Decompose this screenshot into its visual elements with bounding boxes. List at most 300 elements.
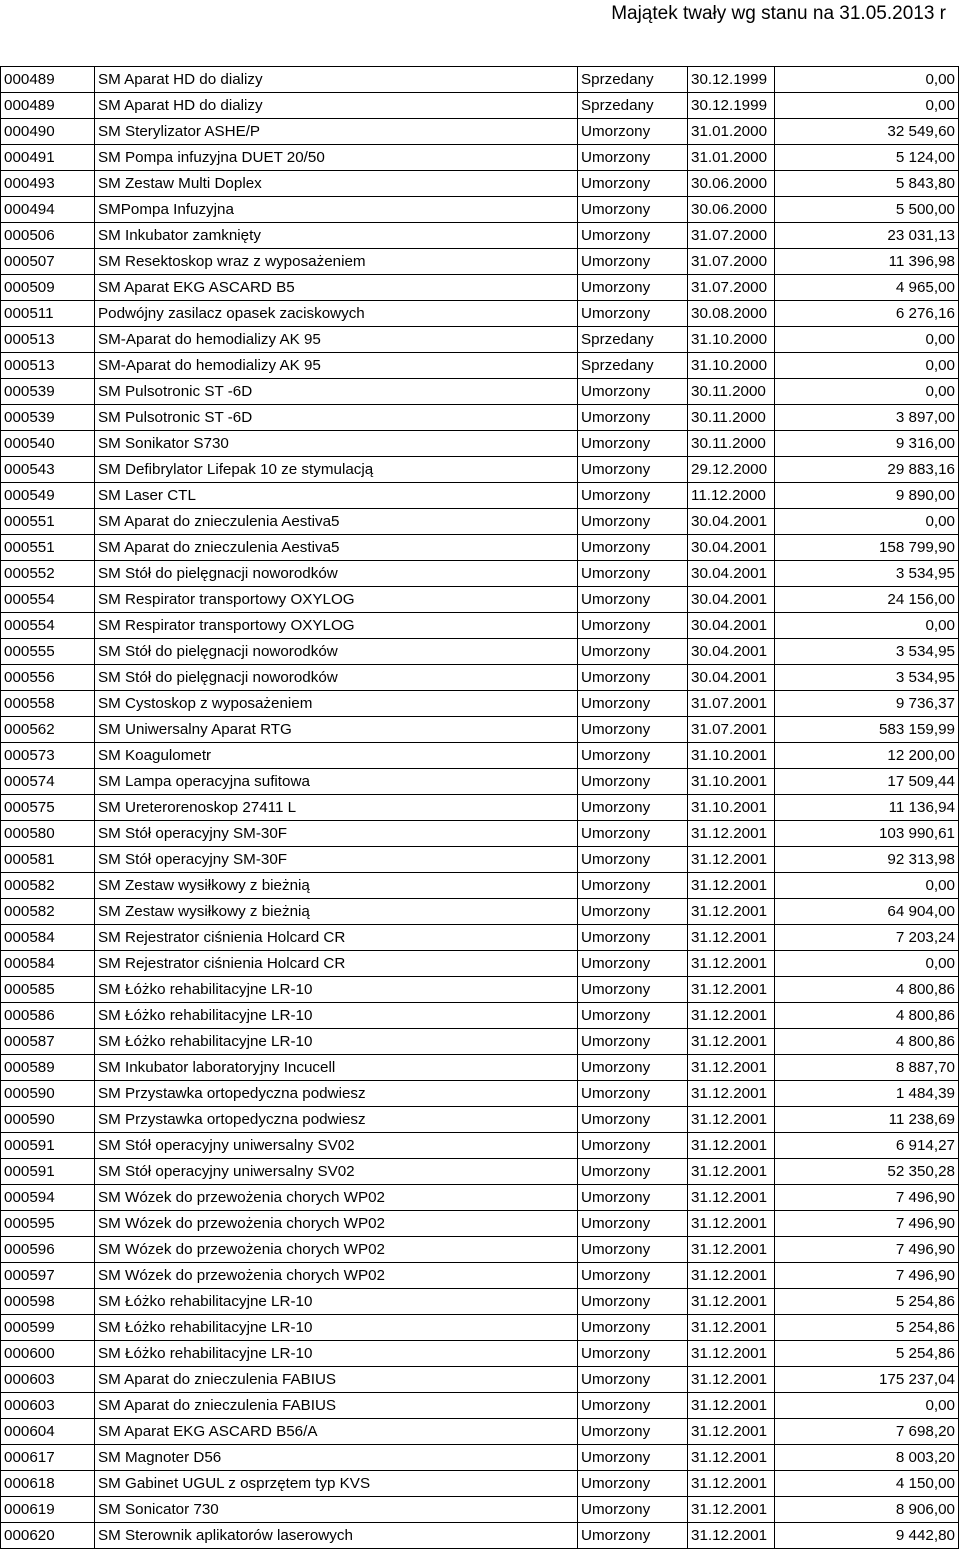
status-cell: Umorzony (578, 1107, 688, 1133)
asset-name-cell: SM Aparat do znieczulenia Aestiva5 (95, 509, 578, 535)
inventory-number-cell: 000491 (1, 145, 95, 171)
inventory-number-cell: 000586 (1, 1003, 95, 1029)
status-cell: Umorzony (578, 275, 688, 301)
asset-name-cell: SM Wózek do przewożenia chorych WP02 (95, 1185, 578, 1211)
inventory-number-cell: 000591 (1, 1133, 95, 1159)
asset-name-cell: SM Inkubator zamknięty (95, 223, 578, 249)
asset-name-cell: SM Aparat EKG ASCARD B56/A (95, 1419, 578, 1445)
value-cell: 1 484,39 (775, 1081, 959, 1107)
asset-name-cell: SM Aparat do znieczulenia Aestiva5 (95, 535, 578, 561)
table-row (1, 1211, 959, 1237)
value-cell: 5 124,00 (775, 145, 959, 171)
asset-table (0, 66, 959, 1549)
asset-name-cell: SM Stół do pielęgnacji noworodków (95, 639, 578, 665)
asset-name-cell: SM Sterylizator ASHE/P (95, 119, 578, 145)
table-row (1, 717, 959, 743)
inventory-number-cell: 000554 (1, 587, 95, 613)
value-cell: 7 496,90 (775, 1185, 959, 1211)
status-cell: Umorzony (578, 1471, 688, 1497)
status-cell: Umorzony (578, 1445, 688, 1471)
date-cell: 31.12.2001 (688, 1445, 775, 1471)
table-row (1, 145, 959, 171)
inventory-number-cell: 000603 (1, 1393, 95, 1419)
value-cell: 32 549,60 (775, 119, 959, 145)
value-cell: 0,00 (775, 1393, 959, 1419)
status-cell: Umorzony (578, 1523, 688, 1549)
value-cell: 23 031,13 (775, 223, 959, 249)
table-row (1, 1289, 959, 1315)
asset-name-cell: SM Koagulometr (95, 743, 578, 769)
asset-name-cell: SM Przystawka ortopedyczna podwiesz (95, 1107, 578, 1133)
inventory-number-cell: 000597 (1, 1263, 95, 1289)
asset-name-cell: SM Łóżko rehabilitacyjne LR-10 (95, 977, 578, 1003)
status-cell: Umorzony (578, 119, 688, 145)
asset-name-cell: SM Wózek do przewożenia chorych WP02 (95, 1263, 578, 1289)
value-cell: 4 800,86 (775, 1029, 959, 1055)
date-cell: 31.12.2001 (688, 977, 775, 1003)
asset-name-cell: SM Wózek do przewożenia chorych WP02 (95, 1237, 578, 1263)
value-cell: 8 887,70 (775, 1055, 959, 1081)
date-cell: 31.12.2001 (688, 1419, 775, 1445)
value-cell: 0,00 (775, 353, 959, 379)
table-row (1, 171, 959, 197)
value-cell: 4 800,86 (775, 977, 959, 1003)
page-title: Majątek twały wg stanu na 31.05.2013 r (611, 3, 946, 24)
table-row (1, 1471, 959, 1497)
value-cell: 17 509,44 (775, 769, 959, 795)
asset-name-cell: SM Inkubator laboratoryjny Incucell (95, 1055, 578, 1081)
table-row (1, 769, 959, 795)
inventory-number-cell: 000539 (1, 405, 95, 431)
status-cell: Umorzony (578, 769, 688, 795)
value-cell: 7 496,90 (775, 1237, 959, 1263)
date-cell: 30.04.2001 (688, 509, 775, 535)
date-cell: 31.12.2001 (688, 1341, 775, 1367)
date-cell: 30.04.2001 (688, 639, 775, 665)
status-cell: Umorzony (578, 1003, 688, 1029)
inventory-number-cell: 000600 (1, 1341, 95, 1367)
date-cell: 31.01.2000 (688, 119, 775, 145)
asset-name-cell: SM Stół operacyjny SM-30F (95, 821, 578, 847)
value-cell: 3 534,95 (775, 665, 959, 691)
inventory-number-cell: 000506 (1, 223, 95, 249)
status-cell: Umorzony (578, 795, 688, 821)
status-cell: Umorzony (578, 873, 688, 899)
value-cell: 9 316,00 (775, 431, 959, 457)
value-cell: 3 897,00 (775, 405, 959, 431)
value-cell: 7 496,90 (775, 1263, 959, 1289)
status-cell: Umorzony (578, 457, 688, 483)
asset-name-cell: SM-Aparat do hemodializy AK 95 (95, 353, 578, 379)
date-cell: 31.12.2001 (688, 1055, 775, 1081)
value-cell: 11 396,98 (775, 249, 959, 275)
inventory-number-cell: 000584 (1, 925, 95, 951)
value-cell: 5 254,86 (775, 1341, 959, 1367)
value-cell: 4 150,00 (775, 1471, 959, 1497)
value-cell: 11 238,69 (775, 1107, 959, 1133)
inventory-number-cell: 000591 (1, 1159, 95, 1185)
status-cell: Umorzony (578, 1211, 688, 1237)
status-cell: Umorzony (578, 925, 688, 951)
table-row (1, 977, 959, 1003)
status-cell: Umorzony (578, 1237, 688, 1263)
table-row (1, 691, 959, 717)
value-cell: 0,00 (775, 67, 959, 93)
inventory-number-cell: 000511 (1, 301, 95, 327)
date-cell: 30.11.2000 (688, 405, 775, 431)
status-cell: Umorzony (578, 197, 688, 223)
status-cell: Umorzony (578, 301, 688, 327)
table-row (1, 613, 959, 639)
inventory-number-cell: 000620 (1, 1523, 95, 1549)
value-cell: 4 800,86 (775, 1003, 959, 1029)
asset-name-cell: SM Ureterorenoskop 27411 L (95, 795, 578, 821)
date-cell: 31.12.2001 (688, 1133, 775, 1159)
status-cell: Umorzony (578, 1289, 688, 1315)
inventory-number-cell: 000556 (1, 665, 95, 691)
status-cell: Umorzony (578, 145, 688, 171)
table-row (1, 275, 959, 301)
table-row (1, 1237, 959, 1263)
inventory-number-cell: 000509 (1, 275, 95, 301)
asset-name-cell: SM Sonicator 730 (95, 1497, 578, 1523)
status-cell: Umorzony (578, 977, 688, 1003)
status-cell: Umorzony (578, 847, 688, 873)
value-cell: 0,00 (775, 379, 959, 405)
status-cell: Umorzony (578, 561, 688, 587)
date-cell: 30.12.1999 (688, 93, 775, 119)
table-row (1, 197, 959, 223)
asset-name-cell: SMPompa Infuzyjna (95, 197, 578, 223)
date-cell: 31.12.2001 (688, 1523, 775, 1549)
inventory-number-cell: 000543 (1, 457, 95, 483)
value-cell: 6 276,16 (775, 301, 959, 327)
inventory-number-cell: 000596 (1, 1237, 95, 1263)
inventory-number-cell: 000599 (1, 1315, 95, 1341)
date-cell: 31.12.2001 (688, 1315, 775, 1341)
asset-name-cell: SM Defibrylator Lifepak 10 ze stymulacją (95, 457, 578, 483)
table-row (1, 1081, 959, 1107)
status-cell: Umorzony (578, 1367, 688, 1393)
status-cell: Sprzedany (578, 353, 688, 379)
asset-name-cell: SM Pulsotronic ST -6D (95, 379, 578, 405)
asset-name-cell: SM Łóżko rehabilitacyjne LR-10 (95, 1315, 578, 1341)
table-row (1, 457, 959, 483)
status-cell: Umorzony (578, 1133, 688, 1159)
asset-name-cell: SM Łóżko rehabilitacyjne LR-10 (95, 1289, 578, 1315)
date-cell: 31.12.2001 (688, 873, 775, 899)
inventory-number-cell: 000585 (1, 977, 95, 1003)
date-cell: 31.10.2001 (688, 743, 775, 769)
date-cell: 31.12.2001 (688, 847, 775, 873)
table-row (1, 119, 959, 145)
status-cell: Umorzony (578, 639, 688, 665)
value-cell: 0,00 (775, 951, 959, 977)
inventory-number-cell: 000489 (1, 93, 95, 119)
date-cell: 31.12.2001 (688, 1497, 775, 1523)
asset-name-cell: SM Stół operacyjny uniwersalny SV02 (95, 1159, 578, 1185)
date-cell: 31.07.2001 (688, 717, 775, 743)
value-cell: 29 883,16 (775, 457, 959, 483)
table-row (1, 1185, 959, 1211)
status-cell: Umorzony (578, 743, 688, 769)
value-cell: 12 200,00 (775, 743, 959, 769)
asset-name-cell: SM Cystoskop z wyposażeniem (95, 691, 578, 717)
date-cell: 31.12.2001 (688, 1367, 775, 1393)
asset-name-cell: SM Sonikator S730 (95, 431, 578, 457)
value-cell: 5 254,86 (775, 1289, 959, 1315)
asset-name-cell: SM Łóżko rehabilitacyjne LR-10 (95, 1341, 578, 1367)
inventory-number-cell: 000575 (1, 795, 95, 821)
asset-name-cell: SM Stół operacyjny SM-30F (95, 847, 578, 873)
asset-name-cell: SM Pompa infuzyjna DUET 20/50 (95, 145, 578, 171)
status-cell: Umorzony (578, 223, 688, 249)
asset-name-cell: SM Zestaw wysiłkowy z bieżnią (95, 899, 578, 925)
date-cell: 31.12.2001 (688, 1471, 775, 1497)
date-cell: 31.12.2001 (688, 1211, 775, 1237)
value-cell: 9 442,80 (775, 1523, 959, 1549)
value-cell: 64 904,00 (775, 899, 959, 925)
value-cell: 583 159,99 (775, 717, 959, 743)
asset-name-cell: SM Łóżko rehabilitacyjne LR-10 (95, 1029, 578, 1055)
inventory-number-cell: 000580 (1, 821, 95, 847)
table-row (1, 67, 959, 93)
date-cell: 31.01.2000 (688, 145, 775, 171)
table-row (1, 899, 959, 925)
status-cell: Umorzony (578, 535, 688, 561)
value-cell: 0,00 (775, 873, 959, 899)
table-row (1, 1029, 959, 1055)
table-row (1, 1497, 959, 1523)
asset-name-cell: SM Aparat do znieczulenia FABIUS (95, 1367, 578, 1393)
date-cell: 31.12.2001 (688, 951, 775, 977)
date-cell: 30.12.1999 (688, 67, 775, 93)
value-cell: 0,00 (775, 93, 959, 119)
status-cell: Umorzony (578, 1185, 688, 1211)
inventory-number-cell: 000590 (1, 1107, 95, 1133)
value-cell: 7 496,90 (775, 1211, 959, 1237)
date-cell: 31.12.2001 (688, 925, 775, 951)
date-cell: 30.08.2000 (688, 301, 775, 327)
status-cell: Sprzedany (578, 93, 688, 119)
inventory-number-cell: 000558 (1, 691, 95, 717)
table-row (1, 405, 959, 431)
value-cell: 8 906,00 (775, 1497, 959, 1523)
asset-name-cell: SM Sterownik aplikatorów laserowych (95, 1523, 578, 1549)
inventory-number-cell: 000584 (1, 951, 95, 977)
date-cell: 31.12.2001 (688, 1237, 775, 1263)
status-cell: Umorzony (578, 665, 688, 691)
status-cell: Umorzony (578, 1055, 688, 1081)
date-cell: 30.04.2001 (688, 535, 775, 561)
asset-name-cell: SM Stół operacyjny uniwersalny SV02 (95, 1133, 578, 1159)
asset-name-cell: SM Stół do pielęgnacji noworodków (95, 561, 578, 587)
value-cell: 7 698,20 (775, 1419, 959, 1445)
value-cell: 0,00 (775, 613, 959, 639)
asset-name-cell: SM Lampa operacyjna sufitowa (95, 769, 578, 795)
asset-name-cell: SM Respirator transportowy OXYLOG (95, 587, 578, 613)
asset-name-cell: SM Rejestrator ciśnienia Holcard CR (95, 951, 578, 977)
table-row (1, 795, 959, 821)
table-row (1, 847, 959, 873)
status-cell: Umorzony (578, 613, 688, 639)
inventory-number-cell: 000618 (1, 1471, 95, 1497)
inventory-number-cell: 000590 (1, 1081, 95, 1107)
date-cell: 29.12.2000 (688, 457, 775, 483)
status-cell: Umorzony (578, 1263, 688, 1289)
inventory-number-cell: 000490 (1, 119, 95, 145)
status-cell: Umorzony (578, 951, 688, 977)
inventory-number-cell: 000582 (1, 899, 95, 925)
table-row (1, 1133, 959, 1159)
table-row (1, 665, 959, 691)
table-row (1, 249, 959, 275)
inventory-number-cell: 000598 (1, 1289, 95, 1315)
table-row (1, 925, 959, 951)
date-cell: 30.11.2000 (688, 431, 775, 457)
date-cell: 11.12.2000 (688, 483, 775, 509)
table-row (1, 1107, 959, 1133)
status-cell: Umorzony (578, 587, 688, 613)
asset-name-cell: SM Zestaw wysiłkowy z bieżnią (95, 873, 578, 899)
inventory-number-cell: 000617 (1, 1445, 95, 1471)
table-row (1, 587, 959, 613)
table-row (1, 1263, 959, 1289)
status-cell: Umorzony (578, 1315, 688, 1341)
status-cell: Umorzony (578, 379, 688, 405)
status-cell: Umorzony (578, 431, 688, 457)
date-cell: 31.10.2001 (688, 769, 775, 795)
asset-name-cell: SM Łóżko rehabilitacyjne LR-10 (95, 1003, 578, 1029)
asset-name-cell: SM-Aparat do hemodializy AK 95 (95, 327, 578, 353)
table-row (1, 1393, 959, 1419)
table-row (1, 379, 959, 405)
inventory-number-cell: 000574 (1, 769, 95, 795)
table-row (1, 483, 959, 509)
asset-name-cell: SM Pulsotronic ST -6D (95, 405, 578, 431)
asset-name-cell: SM Aparat EKG ASCARD B5 (95, 275, 578, 301)
value-cell: 175 237,04 (775, 1367, 959, 1393)
inventory-number-cell: 000595 (1, 1211, 95, 1237)
date-cell: 31.12.2001 (688, 1003, 775, 1029)
status-cell: Umorzony (578, 171, 688, 197)
table-row (1, 1419, 959, 1445)
asset-name-cell: SM Resektoskop wraz z wyposażeniem (95, 249, 578, 275)
asset-name-cell: SM Aparat do znieczulenia FABIUS (95, 1393, 578, 1419)
date-cell: 31.12.2001 (688, 1107, 775, 1133)
inventory-number-cell: 000552 (1, 561, 95, 587)
inventory-number-cell: 000493 (1, 171, 95, 197)
inventory-number-cell: 000619 (1, 1497, 95, 1523)
date-cell: 31.12.2001 (688, 899, 775, 925)
inventory-number-cell: 000540 (1, 431, 95, 457)
value-cell: 9 890,00 (775, 483, 959, 509)
value-cell: 24 156,00 (775, 587, 959, 613)
value-cell: 158 799,90 (775, 535, 959, 561)
date-cell: 31.12.2001 (688, 1159, 775, 1185)
inventory-number-cell: 000589 (1, 1055, 95, 1081)
inventory-number-cell: 000513 (1, 353, 95, 379)
inventory-number-cell: 000507 (1, 249, 95, 275)
asset-name-cell: SM Przystawka ortopedyczna podwiesz (95, 1081, 578, 1107)
asset-name-cell: SM Uniwersalny Aparat RTG (95, 717, 578, 743)
value-cell: 6 914,27 (775, 1133, 959, 1159)
status-cell: Umorzony (578, 1159, 688, 1185)
asset-name-cell: Podwójny zasilacz opasek zaciskowych (95, 301, 578, 327)
value-cell: 11 136,94 (775, 795, 959, 821)
table-row (1, 223, 959, 249)
table-row (1, 1159, 959, 1185)
table-row (1, 821, 959, 847)
value-cell: 4 965,00 (775, 275, 959, 301)
table-row (1, 1055, 959, 1081)
inventory-number-cell: 000551 (1, 509, 95, 535)
status-cell: Umorzony (578, 483, 688, 509)
value-cell: 0,00 (775, 327, 959, 353)
date-cell: 31.07.2000 (688, 223, 775, 249)
table-row (1, 301, 959, 327)
table-row (1, 509, 959, 535)
asset-name-cell: SM Aparat HD do dializy (95, 93, 578, 119)
inventory-number-cell: 000582 (1, 873, 95, 899)
value-cell: 52 350,28 (775, 1159, 959, 1185)
date-cell: 31.10.2000 (688, 327, 775, 353)
table-row (1, 431, 959, 457)
status-cell: Umorzony (578, 717, 688, 743)
date-cell: 30.04.2001 (688, 587, 775, 613)
inventory-number-cell: 000555 (1, 639, 95, 665)
date-cell: 31.12.2001 (688, 1393, 775, 1419)
table-row (1, 1445, 959, 1471)
inventory-number-cell: 000554 (1, 613, 95, 639)
inventory-number-cell: 000562 (1, 717, 95, 743)
date-cell: 31.12.2001 (688, 1289, 775, 1315)
inventory-number-cell: 000603 (1, 1367, 95, 1393)
value-cell: 7 203,24 (775, 925, 959, 951)
status-cell: Umorzony (578, 1341, 688, 1367)
table-row (1, 327, 959, 353)
table-row (1, 1367, 959, 1393)
asset-name-cell: SM Wózek do przewożenia chorych WP02 (95, 1211, 578, 1237)
date-cell: 30.04.2001 (688, 665, 775, 691)
status-cell: Umorzony (578, 1497, 688, 1523)
status-cell: Umorzony (578, 1419, 688, 1445)
value-cell: 5 843,80 (775, 171, 959, 197)
asset-name-cell: SM Stół do pielęgnacji noworodków (95, 665, 578, 691)
status-cell: Umorzony (578, 1029, 688, 1055)
status-cell: Umorzony (578, 1393, 688, 1419)
table-row (1, 639, 959, 665)
status-cell: Umorzony (578, 249, 688, 275)
date-cell: 31.10.2000 (688, 353, 775, 379)
status-cell: Umorzony (578, 1081, 688, 1107)
inventory-number-cell: 000549 (1, 483, 95, 509)
inventory-number-cell: 000573 (1, 743, 95, 769)
table-row (1, 1315, 959, 1341)
table-row (1, 1341, 959, 1367)
date-cell: 30.06.2000 (688, 197, 775, 223)
inventory-number-cell: 000581 (1, 847, 95, 873)
status-cell: Umorzony (578, 821, 688, 847)
date-cell: 31.12.2001 (688, 1185, 775, 1211)
value-cell: 8 003,20 (775, 1445, 959, 1471)
inventory-number-cell: 000494 (1, 197, 95, 223)
status-cell: Umorzony (578, 899, 688, 925)
value-cell: 3 534,95 (775, 561, 959, 587)
date-cell: 31.12.2001 (688, 1029, 775, 1055)
date-cell: 31.12.2001 (688, 821, 775, 847)
inventory-number-cell: 000489 (1, 67, 95, 93)
